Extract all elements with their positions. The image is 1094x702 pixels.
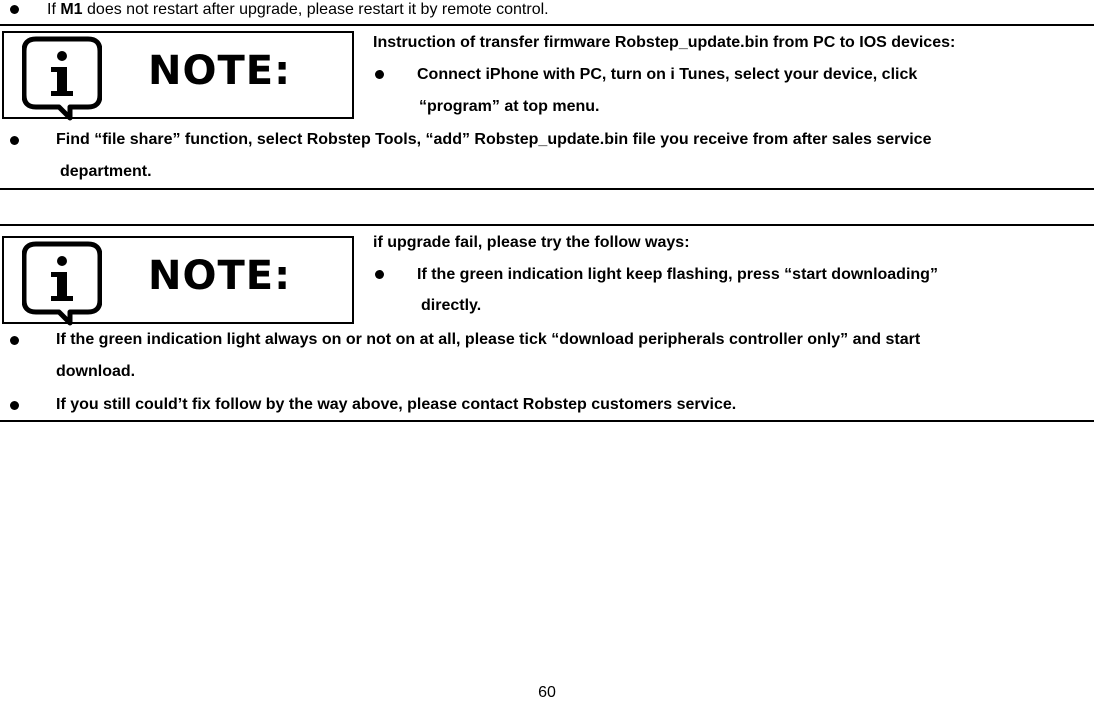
note1-bottom-rule (0, 188, 1094, 190)
note2-box (2, 236, 354, 324)
note1-label: NOTE: (148, 48, 292, 94)
note2-bullet3-line1: If you still could’t fix follow by the way above, please contact Robstep customers service. (56, 396, 737, 413)
note2-bullet1-dot (375, 270, 384, 279)
intro-text-prefix: If (47, 1, 61, 18)
info-speech-bubble-icon (22, 241, 102, 327)
note2-bottom-rule (0, 420, 1094, 422)
note1-box (2, 31, 354, 119)
note1-bullet1-dot (375, 70, 384, 79)
note2-bullet1-line2: directly. (421, 297, 482, 314)
note1-bullet2-line2: department. (60, 163, 152, 180)
info-speech-bubble-icon (22, 36, 102, 122)
note1-bullet1-line2: “program” at top menu. (419, 98, 600, 115)
note1-bullet1-line1: Connect iPhone with PC, turn on i Tunes, select your device, click (417, 66, 918, 83)
intro-model-name: M1 (60, 1, 83, 18)
note1-bullet2-dot (10, 136, 19, 145)
intro-bullet-dot (10, 5, 19, 14)
note2-bullet1-line1: If the green indication light keep flashing, press “start downloading” (417, 266, 938, 283)
note2-label: NOTE: (148, 253, 292, 299)
note2-top-rule (0, 224, 1094, 226)
note2-bullet2-dot (10, 336, 19, 345)
note1-heading: Instruction of transfer firmware Robstep_update.bin from PC to IOS devices: (373, 34, 956, 51)
note1-top-rule (0, 24, 1094, 26)
note2-bullet2-line2: download. (56, 363, 136, 380)
page-number: 60 (538, 684, 556, 701)
note1-bullet2-line1: Find “file share” function, select Robstep Tools, “add” Robstep_update.bin file you receive from after sales service (56, 131, 932, 148)
note2-bullet3-dot (10, 401, 19, 410)
intro-text (47, 1, 549, 19)
intro-text-suffix: does not restart after upgrade, please restart it by remote control. (82, 1, 549, 18)
note2-heading: if upgrade fail, please try the follow ways: (373, 234, 690, 251)
note2-bullet2-line1: If the green indication light always on or not on at all, please tick “download peripherals controller only” and start (56, 331, 921, 348)
